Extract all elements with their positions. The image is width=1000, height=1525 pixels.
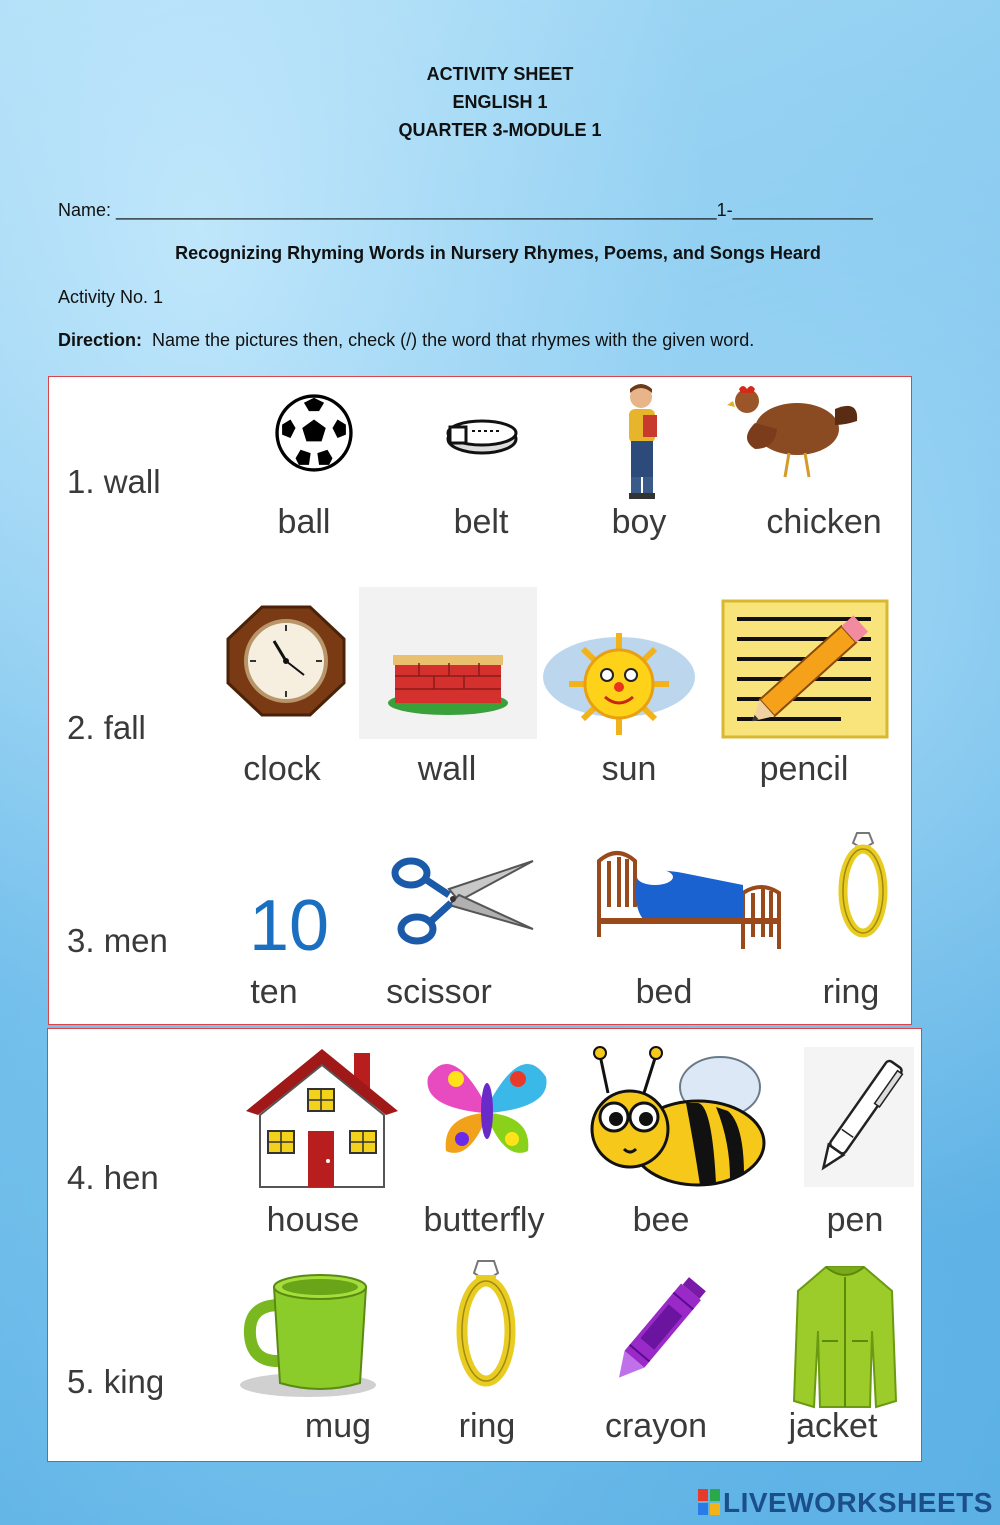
- crayon-icon[interactable]: [608, 1265, 720, 1383]
- sun-icon[interactable]: [539, 627, 699, 741]
- house-icon[interactable]: [244, 1045, 400, 1191]
- liveworksheets-logo-icon: [698, 1489, 720, 1515]
- chicken-icon[interactable]: [725, 379, 865, 483]
- option-jacket[interactable]: jacket: [788, 1407, 878, 1445]
- bee-icon[interactable]: [588, 1045, 778, 1191]
- option-ring[interactable]: ring: [822, 973, 880, 1011]
- option-sun[interactable]: sun: [601, 750, 657, 788]
- option-ten[interactable]: ten: [250, 973, 298, 1011]
- butterfly-icon[interactable]: [422, 1047, 552, 1165]
- exercise-panel-1: [48, 376, 912, 1025]
- option-chicken[interactable]: chicken: [766, 503, 882, 541]
- option-mug[interactable]: mug: [304, 1407, 372, 1445]
- wall-icon[interactable]: [359, 587, 537, 739]
- activity-number: Activity No. 1: [58, 287, 164, 307]
- option-clock[interactable]: clock: [243, 750, 321, 788]
- option-house[interactable]: house: [266, 1201, 360, 1239]
- option-pencil[interactable]: pencil: [759, 750, 849, 788]
- row-label-1: 1. wall: [67, 463, 161, 500]
- jacket-icon[interactable]: [792, 1261, 898, 1411]
- option-scissor[interactable]: scissor: [386, 973, 492, 1011]
- row-label-2: 2. fall: [67, 709, 146, 746]
- option-bed[interactable]: bed: [635, 973, 693, 1011]
- direction-label: Direction:: [58, 330, 143, 350]
- option-boy[interactable]: boy: [611, 503, 667, 541]
- exercise-panel-2: [47, 1028, 922, 1462]
- header-line-1: ACTIVITY SHEET: [426, 64, 574, 84]
- soccer-ball-icon[interactable]: [267, 391, 361, 475]
- row-label-3: 3. men: [67, 922, 168, 959]
- bed-icon[interactable]: [593, 837, 783, 953]
- liveworksheets-logo-text: LIVEWORKSHEETS: [723, 1487, 993, 1518]
- option-ball[interactable]: ball: [277, 503, 331, 541]
- option-belt[interactable]: belt: [453, 503, 509, 541]
- header-line-3: QUARTER 3-MODULE 1: [398, 120, 602, 140]
- header-line-2: ENGLISH 1: [452, 92, 548, 112]
- pencil-paper-icon[interactable]: [721, 597, 889, 741]
- direction: [58, 330, 754, 351]
- scissors-icon[interactable]: [389, 849, 535, 953]
- boy-icon[interactable]: [615, 383, 671, 501]
- lesson-subtitle: Recognizing Rhyming Words in Nursery Rhymes, Poems, and Songs Heard: [175, 243, 821, 263]
- option-wall[interactable]: wall: [417, 750, 477, 788]
- liveworksheets-logo[interactable]: [698, 1487, 993, 1519]
- belt-icon[interactable]: [442, 403, 522, 463]
- pen-icon[interactable]: [804, 1047, 914, 1187]
- name-line: Name: ____________________________________________________________1-______________: [58, 200, 873, 220]
- worksheet-header: [0, 60, 1000, 144]
- ring-icon[interactable]: [452, 1257, 520, 1387]
- option-butterfly[interactable]: butterfly: [423, 1201, 545, 1239]
- option-pen[interactable]: pen: [826, 1201, 884, 1239]
- row-label-4: 4. hen: [67, 1159, 159, 1196]
- ring-icon[interactable]: [835, 829, 891, 939]
- direction-text: Name the pictures then, check (/) the word that rhymes with the given word.: [152, 330, 755, 350]
- row-label-5: 5. king: [67, 1363, 165, 1400]
- option-crayon[interactable]: crayon: [604, 1407, 708, 1445]
- ten-number-icon[interactable]: 10: [248, 886, 330, 966]
- option-bee[interactable]: bee: [632, 1201, 690, 1239]
- clock-icon[interactable]: [224, 605, 348, 717]
- mug-icon[interactable]: [234, 1265, 382, 1399]
- option-ring[interactable]: ring: [458, 1407, 516, 1445]
